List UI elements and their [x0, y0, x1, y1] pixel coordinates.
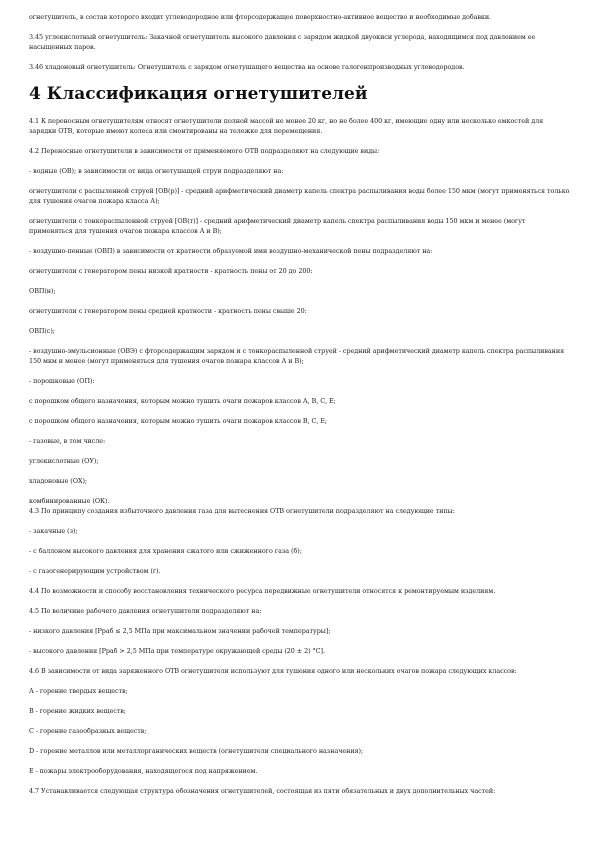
paragraph-4-4: 4.4 По возможности и способу восстановления технического ресурса передвижные огнетушители относятся к ремонтируемым изделиям. [29, 587, 496, 595]
list-item-stored-pressure: - закачные (з); [29, 527, 78, 535]
list-item-combined: комбинированные (ОК). [29, 497, 110, 505]
document-page [29, 12, 570, 796]
list-item-ovp-n: ОВП(н); [29, 287, 56, 295]
list-item-air-foam: - воздушно-пенные (ОВП) в зависимости от кратности образуемой ими воздушно-механической пены подразделяют на: [29, 247, 433, 255]
list-item-cartridge: - с баллоном высокого давления для хранения сжатого или сжиженного газа (б); [29, 547, 302, 555]
list-item-gas-generator: - с газогенерирующим устройством (г). [29, 567, 161, 575]
list-item-powder-abce: с порошком общего назначения, которым можно тушить очаги пожаров классов А, В, С, Е; [29, 397, 336, 405]
list-item-gas: - газовые, в том числе: [29, 437, 106, 445]
list-item-powder-bce: с порошком общего назначения, которым можно тушить очаги пожаров классов В, С, Е; [29, 417, 327, 425]
list-item-powder: - порошковые (ОП): [29, 377, 95, 385]
paragraph-4-7: 4.7 Устанавливается следующая структура обозначения огнетушителей, состоящая из пяти обязательных и двух дополнительных частей: [29, 787, 496, 795]
list-item-water: - водные (ОВ); в зависимости от вида огнетушащей струи подразделяют на: [29, 167, 284, 175]
list-item-co2: углекислотные (ОУ); [29, 457, 99, 465]
paragraph-4-1: 4.1 К переносным огнетушителям относят огнетушители полной массой не менее 20 кг, но не более 400 кг, имеющие одну или несколько емкостей для зарядки ОТВ, которые имеют колеса или смонтированы на тележке для перемещения. [29, 117, 544, 135]
list-item-foam-low: огнетушители с генератором пены низкой кратности - кратность пены от 20 до 200: [29, 267, 313, 275]
list-item-water-fine-spray: огнетушители с тонкораспыленной струей [ОВ(т)] - средний арифметический диаметр капель спектра распыливания воды 150 мкм и менее (могут применяться для тушения очагов пожара классов А и В); [29, 217, 526, 235]
list-item-ovp-s: ОВП(с); [29, 327, 55, 335]
paragraph-4-3: 4.3 По принципу создания избыточного давления газа для вытеснения ОТВ огнетушители подразделяют на следующие типы: [29, 507, 455, 515]
paragraph-4-2: 4.2 Переносные огнетушители в зависимости от применяемого ОТВ подразделяют на следующие виды: [29, 147, 380, 155]
list-item-class-c: С - горение газообразных веществ; [29, 727, 147, 735]
list-item-high-pressure: - высокого давления [Рраб > 2,5 МПа при температуре окружающей среды (20 ± 2) °С]. [29, 647, 325, 655]
section-heading: 4 Классификация огнетушителей [29, 84, 368, 104]
list-item-foam-medium: огнетушители с генератором пены средней кратности - кратность пены свыше 20: [29, 307, 307, 315]
list-item-class-e: Е - пожары электрооборудования, находящегося под напряжением. [29, 767, 258, 775]
paragraph-3-45: 3.45 углекислотный огнетушитель: Закачной огнетушитель высокого давления с зарядом жидкой двуокиси углерода, находящимся под давлением ее насыщенных паров. [29, 33, 536, 51]
list-item-class-d: D - горение металлов или металлорганических веществ (огнетушители специального назначения); [29, 747, 364, 755]
list-item-low-pressure: - низкого давления [Рраб ≤ 2,5 МПа при максимальном значении рабочей температуры]; [29, 627, 331, 635]
paragraph-3-46: 3.46 хладоновый огнетушитель: Огнетушитель с зарядом огнетушащего вещества на основе галогенпроизводных углеводородов. [29, 63, 465, 71]
list-item-class-a: А - горение твердых веществ; [29, 687, 128, 695]
list-item-halon: хладоновые (ОХ); [29, 477, 87, 485]
list-item-water-spray: огнетушители с распыленной струей [ОВ(р)] - средний арифметический диаметр капель спектра распыливания воды более 150 мкм (могут применяться только для тушения очагов пожара класса А); [29, 187, 570, 205]
paragraph-4-5: 4.5 По величине рабочего давления огнетушители подразделяют на: [29, 607, 262, 615]
paragraph-3-44-tail: огнетушитель, в состав которого входит углеводородное или фторсодержащее поверхностно-активное вещество и необходимые добавки. [29, 13, 492, 21]
list-item-class-b: В - горение жидких веществ; [29, 707, 126, 715]
paragraph-4-6: 4.6 В зависимости от вида заряженного ОТВ огнетушители используют для тушения одного или нескольких очагов пожара следующих классов: [29, 667, 517, 675]
list-item-air-emulsion: - воздушно-эмульсионные (ОВЭ) с фторсодержащим зарядом и с тонкораспыленной струей - средний арифметический диаметр капель спектра распыливания 150 мкм и менее (могут применяться для тушения очагов пожара классов А и В); [29, 347, 565, 365]
